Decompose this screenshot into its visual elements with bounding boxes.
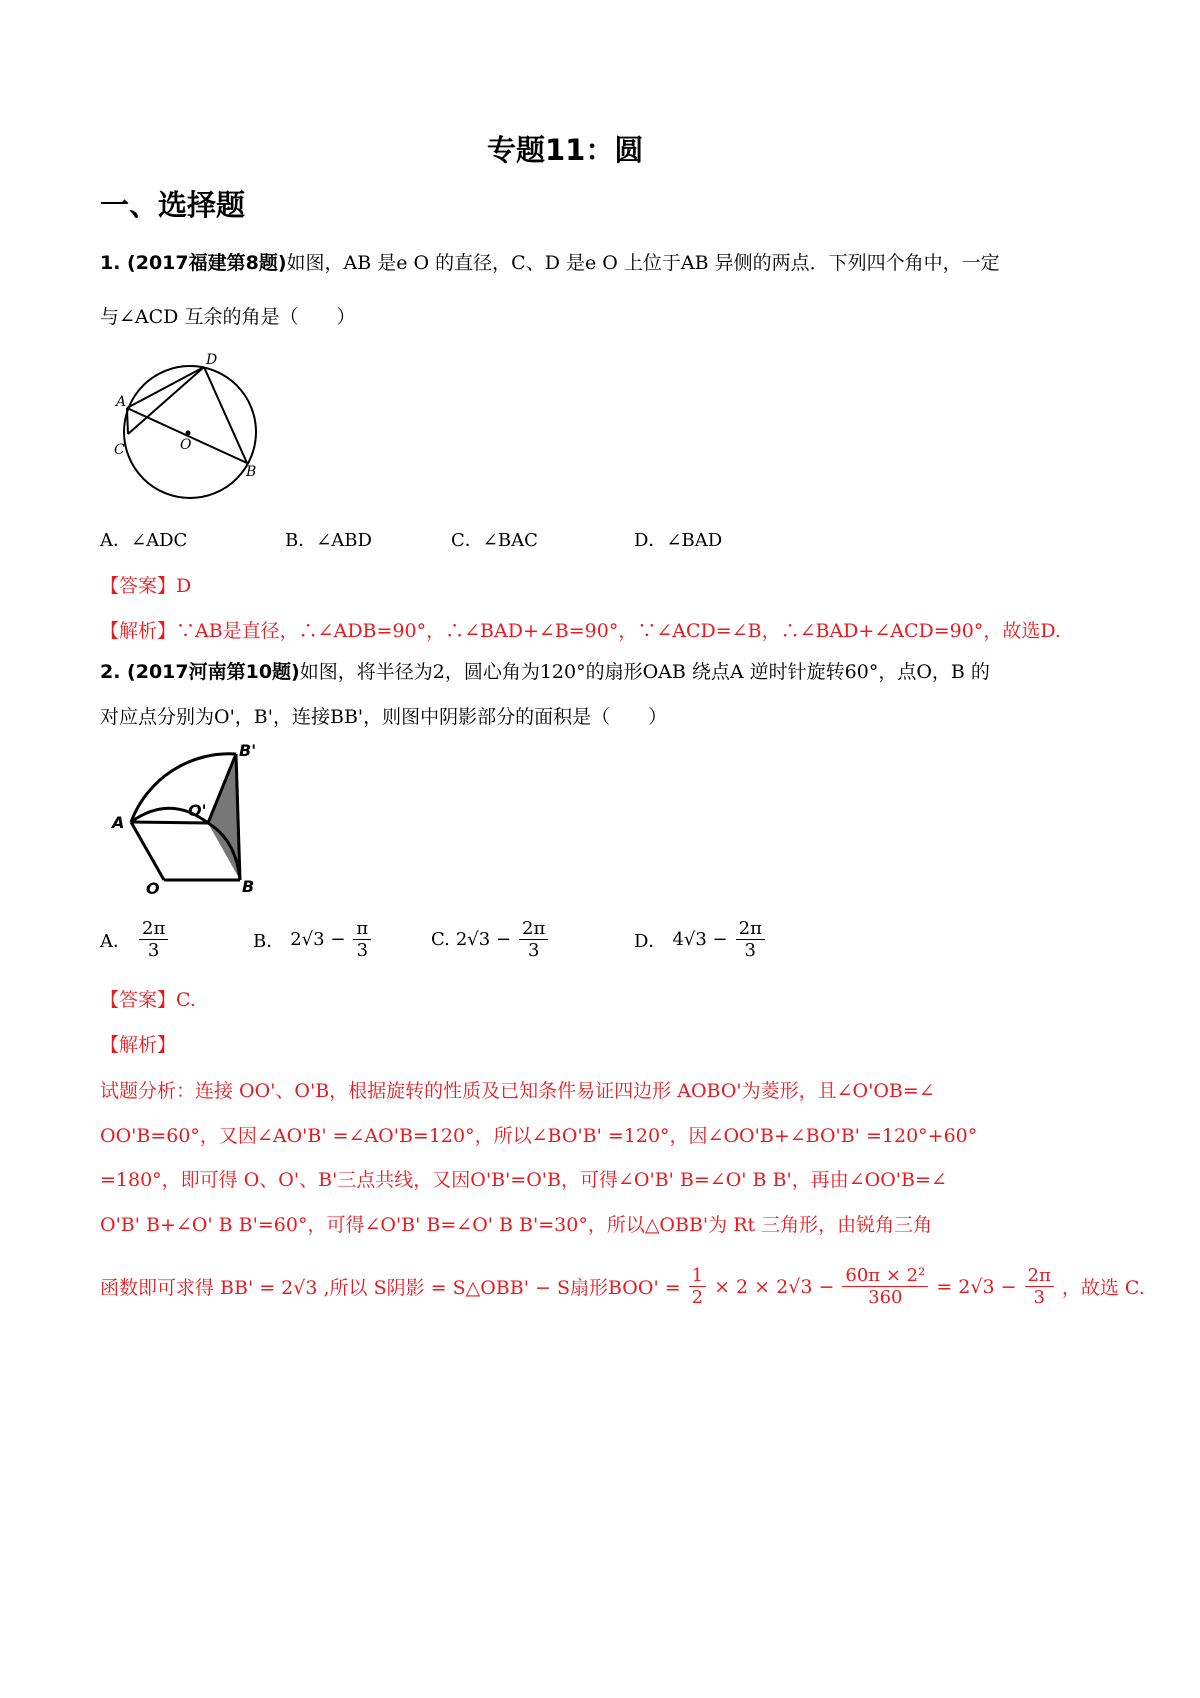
q2-analysis-head: 【解析】 — [100, 1034, 177, 1056]
q2-final-mid: × 2 × 2√3 − — [714, 1275, 835, 1298]
q1-tag: 1. (2017福建第8题) — [100, 252, 287, 274]
q2-label-a: A — [112, 813, 125, 832]
q2-option-c-fraction — [519, 918, 548, 961]
q2-text-line1: 如图，将半径为2，圆心角为120°的扇形OAB 绕点A 逆时针旋转60°，点O，B 的 — [299, 661, 990, 683]
q1-option-d: D．∠BAD — [634, 530, 723, 551]
q2-option-d-num: 2π — [736, 918, 765, 940]
q2-final-f3-num: 2π — [1025, 1265, 1054, 1287]
q1-option-c: C．∠BAC — [451, 530, 538, 551]
q2-option-d — [634, 918, 767, 961]
q2-option-b — [253, 918, 373, 961]
q2-option-d-den: 3 — [744, 940, 756, 961]
q2-line1 — [100, 658, 990, 686]
page-title: 专题11：圆 — [487, 133, 644, 167]
q1-option-b: B．∠ABD — [285, 530, 372, 551]
q2-analysis-line-1: 试题分析：连接 OO'、O'B，根据旋转的性质及已知条件易证四边形 AOBO'为菱形，且∠O'OB=∠ — [100, 1080, 935, 1102]
section-heading: 一、选择题 — [100, 188, 246, 222]
q1-label-o: O — [180, 437, 192, 453]
q1-label-c: C — [114, 442, 125, 458]
q2-option-d-pre: 4√3 − — [672, 929, 728, 950]
q2-final-fraction-1 — [689, 1265, 706, 1308]
q1-label-a: A — [116, 394, 127, 410]
q2-final-pre: 函数即可求得 BB' = 2√3 ,所以 S阴影 = S△OBB' − S扇形BOO' = — [100, 1277, 681, 1299]
q2-tag: 2. (2017河南第10题) — [100, 661, 300, 683]
q2-final-f2-num: 60π × 2² — [842, 1265, 928, 1287]
q2-final-f1-num: 1 — [689, 1265, 706, 1287]
q1-label-b: B — [246, 464, 257, 480]
q1-analysis: 【解析】∵AB是直径，∴∠ADB=90°，∴∠BAD+∠B=90°，∵∠ACD=∠B，∴∠BAD+∠ACD=90°，故选D. — [100, 620, 1061, 642]
q2-option-c-label: C. — [431, 929, 450, 950]
q2-option-c-num: 2π — [519, 918, 548, 940]
q1-text-line2: 与∠ACD 互余的角是（ ） — [100, 306, 356, 328]
q1-circle-figure — [108, 350, 268, 500]
q2-label-b: B — [242, 877, 255, 896]
q2-text-line2: 对应点分别为O'，B'，连接BB'，则图中阴影部分的面积是（ ） — [100, 706, 668, 728]
q2-option-c — [431, 918, 550, 961]
q2-final-fraction-2 — [842, 1265, 928, 1308]
q2-analysis-final-line — [100, 1265, 1145, 1308]
q2-option-c-pre: 2√3 − — [455, 929, 512, 950]
q2-option-c-den: 3 — [527, 940, 540, 961]
q2-analysis-line-2: OO'B=60°，又因∠AO'B' =∠AO'B=120°，所以∠BO'B' =120°，因∠OO'B+∠BO'B' =120°+60° — [100, 1125, 978, 1147]
q2-final-f2-den: 360 — [868, 1287, 903, 1308]
q1-answer: 【答案】D — [100, 575, 192, 597]
q2-answer: 【答案】C. — [100, 989, 196, 1011]
q2-final-f3-den: 3 — [1033, 1287, 1045, 1308]
q1-line1 — [100, 249, 1000, 277]
q2-final-f1-den: 2 — [691, 1287, 704, 1308]
q2-option-b-pre: 2√3 − — [290, 929, 346, 950]
q2-option-a-fraction — [139, 918, 168, 961]
q2-option-a — [100, 918, 170, 961]
q2-option-d-label: D． — [634, 930, 667, 952]
q2-analysis-line-4: O'B' B+∠O' B B'=60°，可得∠O'B' B=∠O' B B'=30°，所以△OBB'为 Rt 三角形，由锐角三角 — [100, 1214, 933, 1236]
q2-label-o: O — [146, 879, 160, 898]
q2-final-eq: = 2√3 − — [936, 1275, 1017, 1298]
q2-label-bprime: B' — [239, 741, 257, 760]
q2-option-d-fraction — [736, 918, 765, 961]
q2-option-a-label: A． — [100, 930, 131, 952]
q2-option-a-den: 3 — [147, 940, 160, 961]
q2-option-b-fraction — [353, 918, 371, 961]
q2-option-b-num: π — [353, 918, 371, 940]
q1-option-a: A．∠ADC — [100, 530, 188, 551]
q1-text-line1: 如图，AB 是e O 的直径，C、D 是e O 上位于AB 异侧的两点．下列四个角中，一定 — [286, 252, 1000, 274]
q2-final-fraction-3 — [1025, 1265, 1054, 1308]
q2-final-post: ，故选 C. — [1061, 1277, 1145, 1299]
q2-sector-figure — [108, 740, 273, 900]
q2-label-oprime: O' — [188, 801, 207, 820]
q2-option-a-num: 2π — [139, 918, 168, 940]
q2-option-b-den: 3 — [356, 940, 369, 961]
q2-analysis-line-3: =180°，即可得 O、O'、B'三点共线，又因O'B'=O'B，可得∠O'B' B=∠O' B B'，再由∠OO'B=∠ — [100, 1169, 947, 1191]
q2-option-b-label: B． — [253, 930, 285, 952]
q1-label-d: D — [206, 352, 218, 368]
